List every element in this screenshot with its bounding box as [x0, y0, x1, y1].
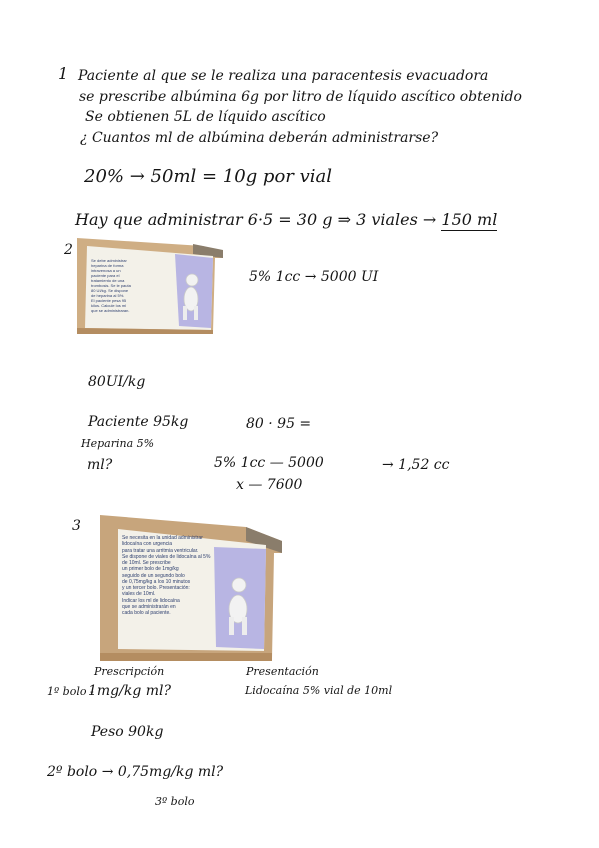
problem-2-conversion: 5% 1cc → 5000 UI — [249, 269, 379, 285]
problem-3-presentation-header: Presentación — [246, 665, 319, 678]
problem-3-prescription-header: Prescripción — [94, 665, 165, 678]
slide-photo-1 — [75, 236, 225, 336]
slide-2-text: Se necesita en la unidad administrar lidocaína con urgencia para tratar una arritmia ventricular. Se dispone de viales de lidocaína al 5% de 10ml. Se prescribe un primer bolo de 1mg/kg seguido de un segundo bolo de 0,75mg/kg a los 10 minutos y un tercer bolo. Presentación: viales de 10ml. Indicar los ml de lidocaína que se administrarán en cada bolo al paciente. — [122, 535, 211, 616]
problem-1-calc-1: 20% → 50ml = 10g por vial — [84, 166, 333, 187]
problem-2-rule-row-1: 5% 1cc — 5000 — [214, 455, 324, 471]
problem-1-calc-2-text: Hay que administrar 6·5 = 30 g ⇒ 3 viales → — [75, 210, 437, 229]
problem-2-patient: Paciente 95kg — [88, 414, 189, 430]
slide-1-text: Se debe administrar heparina de forma intravenosa a un paciente para el tratamiento de una trombosis. Se le pauta 80 UI/kg. Se dispone de heparina al 5%. El paciente pesa 95 kilos. Calcule los ml que se administraran. — [91, 258, 131, 313]
problem-3-bolo-1-label: 1º bolo - — [47, 685, 94, 698]
problem-1-line-3: Se obtienen 5L de líquido ascítico — [85, 109, 326, 125]
problem-3-bolo-2: 2º bolo → 0,75mg/kg ml? — [47, 764, 224, 780]
problem-3-bolo-3: 3º bolo — [155, 795, 195, 808]
problem-2-dose: 80UI/kg — [88, 374, 146, 390]
problem-2-number: 2 — [64, 242, 73, 258]
problem-2-multiply: 80 · 95 = — [246, 416, 312, 432]
problem-1-calc-2 — [75, 212, 497, 228]
slide-photo-2 — [96, 513, 286, 663]
problem-3-number: 3 — [72, 518, 81, 534]
problem-2-drug: Heparina 5% — [81, 437, 155, 450]
problem-1-answer: 150 ml — [441, 210, 498, 229]
problem-3-bolo-1-dose: 1mg/kg ml? — [88, 683, 172, 699]
problem-1-line-2: se prescribe albúmina 6g por litro de líquido ascítico obtenido — [79, 89, 522, 105]
problem-1-line-1: Paciente al que se le realiza una paracentesis evacuadora — [78, 68, 489, 84]
problem-2-question: ml? — [87, 457, 113, 473]
problem-3-presentation: Lidocaína 5% vial de 10ml — [245, 684, 393, 697]
problem-1-line-4: ¿ Cuantos ml de albúmina deberán administrarse? — [80, 130, 439, 146]
problem-1-number: 1 — [58, 64, 69, 83]
problem-2-result: → 1,52 cc — [382, 457, 450, 473]
problem-2-rule-row-2: x — 7600 — [236, 477, 303, 493]
problem-3-weight: Peso 90kg — [91, 724, 164, 740]
